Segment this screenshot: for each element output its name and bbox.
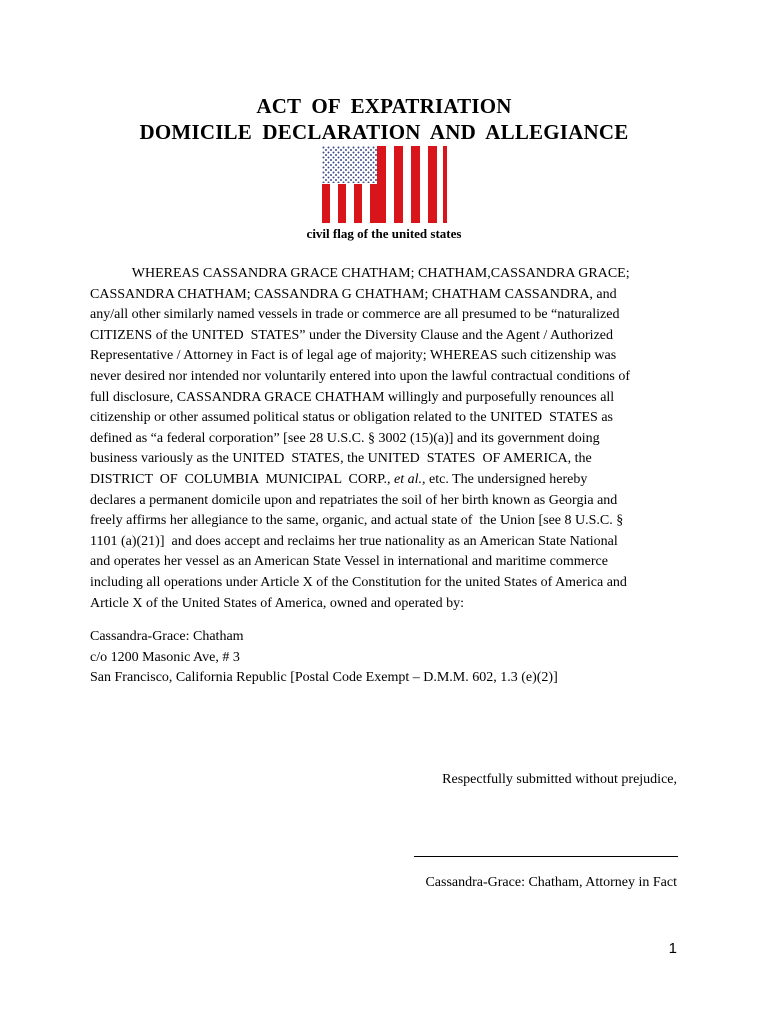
flag-caption: civil flag of the united states <box>306 226 462 241</box>
closing-statement: Respectfully submitted without prejudice, <box>442 772 677 787</box>
paragraph-line: DISTRICT OF COLUMBIA MUNICIPAL CORP., et al., etc. The undersigned hereby <box>90 471 588 487</box>
et-al-italic: et al. <box>394 471 423 487</box>
paragraph-line: and operates her vessel as an American State Vessel in international and maritime commerce <box>90 554 608 570</box>
paragraph-line: citizenship or other assumed political status or obligation related to the UNITED STATES as <box>90 410 613 426</box>
paragraph-line: Representative / Attorney in Fact is of legal age of majority; WHEREAS such citizenship was <box>90 348 617 364</box>
paragraph-line: full disclosure, CASSANDRA GRACE CHATHAM willingly and purposefully renounces all <box>90 389 615 405</box>
civil-flag-image <box>322 146 447 223</box>
paragraph-line: never desired nor intended nor voluntarily entered into upon the lawful contractual conditions of <box>90 368 631 384</box>
whereas-paragraph <box>90 264 680 614</box>
paragraph-line: freely affirms her allegiance to the same, organic, and actual state of the Union [see 8 U.S.C. § <box>90 513 624 529</box>
address-line: Cassandra-Grace: Chatham <box>90 629 244 644</box>
address-line: c/o 1200 Masonic Ave, # 3 <box>90 649 240 665</box>
paragraph-line: defined as “a federal corporation” [see 28 U.S.C. § 3002 (15)(a)] and its government doing <box>90 430 600 446</box>
signature-name: Cassandra-Grace: Chatham, Attorney in Fact <box>425 875 677 890</box>
paragraph-line: any/all other similarly named vessels in trade or commerce are all presumed to be “naturalized <box>90 307 620 323</box>
address-block <box>90 627 558 689</box>
paragraph-line: CASSANDRA CHATHAM; CASSANDRA G CHATHAM; CHATHAM CASSANDRA, and <box>90 286 617 302</box>
address-line: San Francisco, California Republic [Postal Code Exempt – D.M.M. 602, 1.3 (e)(2)] <box>90 670 558 685</box>
paragraph-line: Article X of the United States of America, owned and operated by: <box>90 595 464 611</box>
flag-canton <box>322 146 377 183</box>
paragraph-line: WHEREAS CASSANDRA GRACE CHATHAM; CHATHAM,CASSANDRA GRACE; <box>90 266 630 281</box>
document-title-line2: DOMICILE DECLARATION AND ALLEGIANCE <box>139 120 629 144</box>
paragraph-line: declares a permanent domicile upon and repatriates the soil of her birth known as Georgia and <box>90 492 618 508</box>
document-title-line1: ACT OF EXPATRIATION <box>256 94 512 118</box>
page-number: 1 <box>668 940 677 957</box>
signature-line <box>414 856 678 857</box>
paragraph-line: business variously as the UNITED STATES, the UNITED STATES OF AMERICA, the <box>90 451 592 467</box>
paragraph-line: CITIZENS of the UNITED STATES” under the Diversity Clause and the Agent / Authorized <box>90 327 613 343</box>
paragraph-line: 1101 (a)(21)] and does accept and reclaims her true nationality as an American State National <box>90 533 618 549</box>
paragraph-line: including all operations under Article X of the Constitution for the united States of America and <box>90 574 627 590</box>
